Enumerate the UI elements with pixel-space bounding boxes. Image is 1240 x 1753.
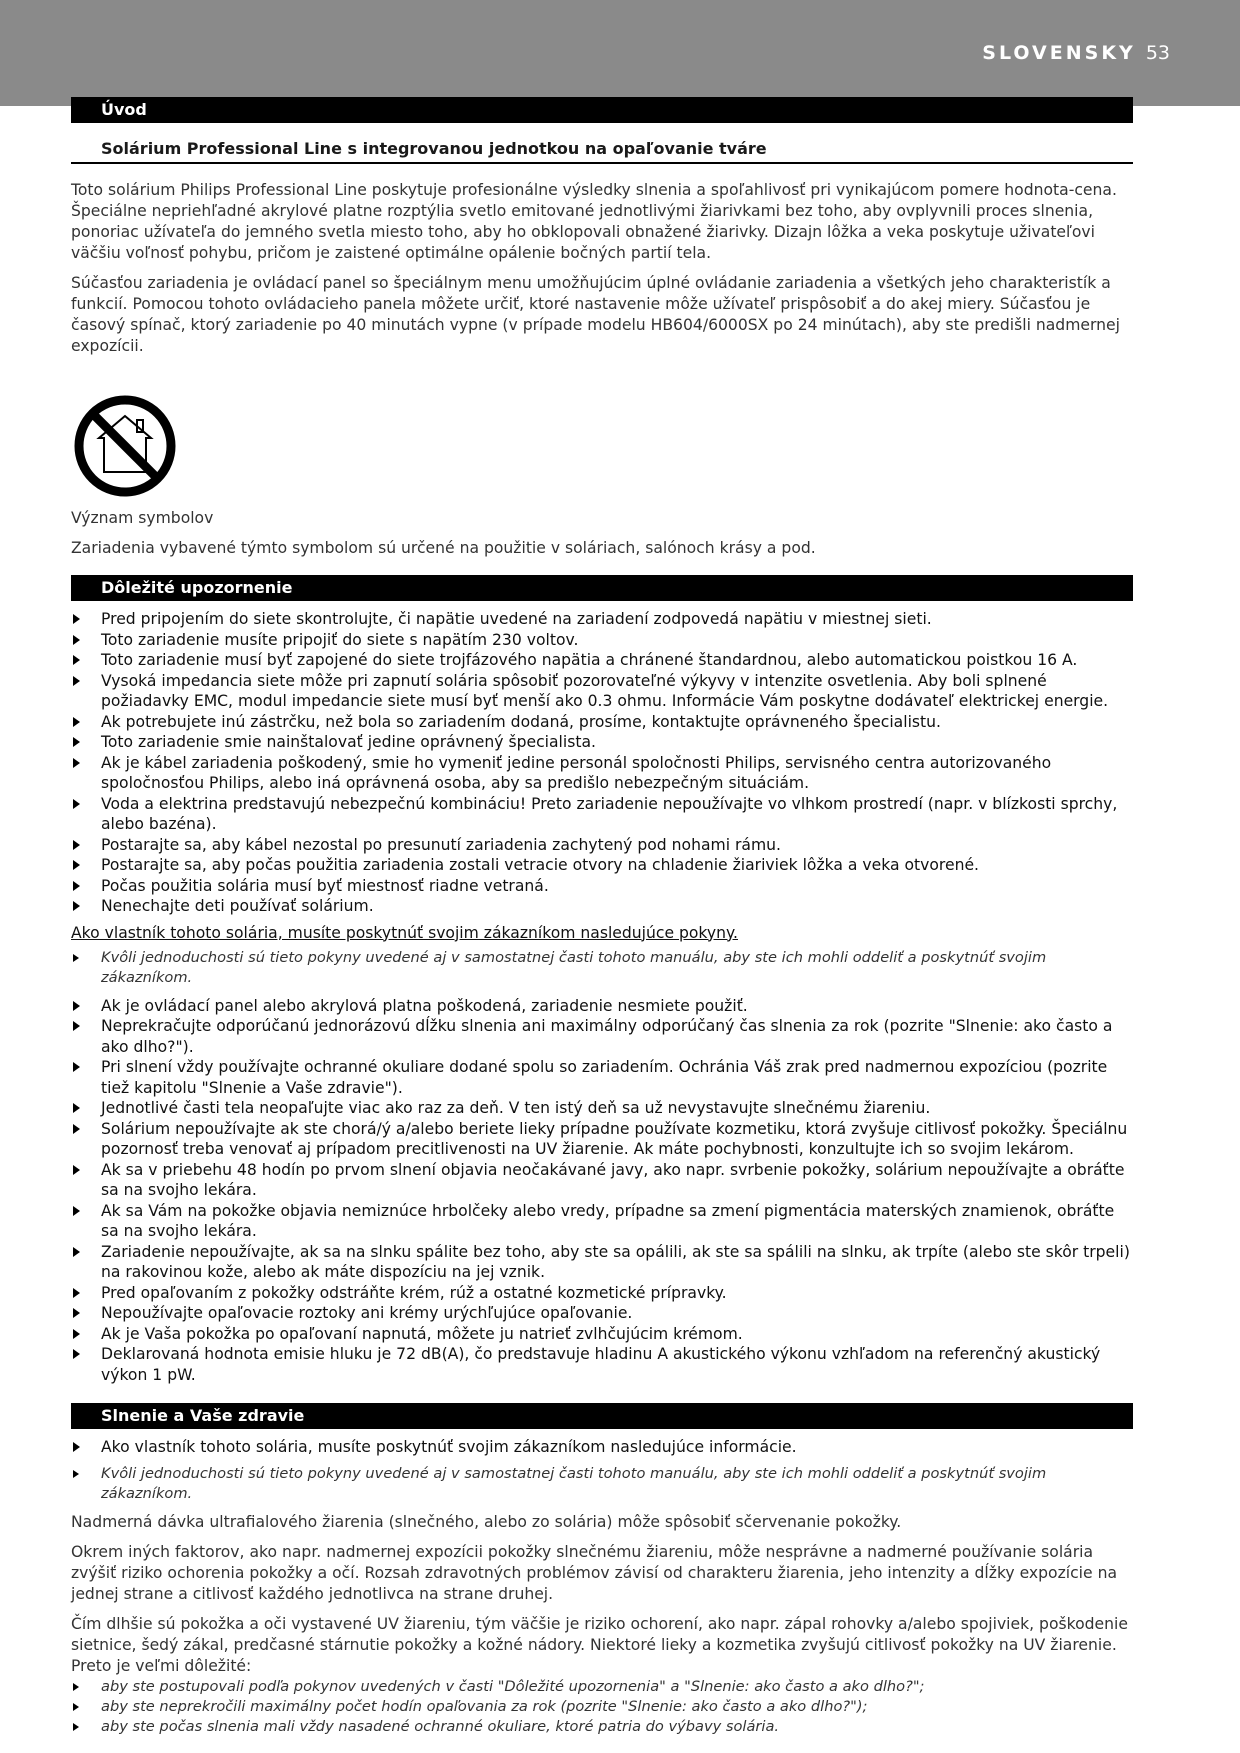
list-item: Ak je ovládací panel alebo akrylová platna poškodená, zariadenie nesmiete použiť. (71, 996, 1133, 1017)
owner-note: Ako vlastník tohoto solária, musíte poskytnúť svojim zákazníkom nasledujúce pokyny. (71, 923, 738, 942)
list-item: Nenechajte deti používať solárium. (71, 896, 1133, 917)
health-list (71, 1437, 1133, 1458)
intro-subtitle: Solárium Professional Line s integrovanou jednotkou na opaľovanie tváre (71, 123, 1133, 164)
health-tip-list (71, 1464, 1133, 1504)
list-item: Pred pripojením do siete skontrolujte, či napätie uvedené na zariadení zodpovedá napätiu v miestnej sieti. (71, 609, 1133, 630)
language-label (982, 42, 1170, 64)
list-item: Ak sa Vám na pokožke objavia nemiznúce hrbolčeky alebo vredy, prípadne sa zmení pigmentácia materských znamienok, obráťte sa na svojho lekára. (71, 1201, 1133, 1242)
health-paragraph-1: Nadmerná dávka ultrafialového žiarenia (slnečného, alebo zo solária) môže spôsobiť sčervenanie pokožky. (71, 1512, 902, 1531)
list-item: Neprekračujte odporúčanú jednorázovú dĺžku slnenia ani maximálny odporúčaný čas slnenia za rok (pozrite "Slnenie: ako často a ako dlho?"). (71, 1016, 1133, 1057)
health-paragraph-4: Preto je veľmi dôležité: (71, 1656, 252, 1675)
symbol-text: Zariadenia vybavené týmto symbolom sú určené na použitie v soláriach, salónoch krásy a pod. (71, 539, 816, 557)
tip-item: Kvôli jednoduchosti sú tieto pokyny uvedené aj v samostatnej časti tohoto manuálu, aby ste ich mohli oddeliť a poskytnúť svojim zákazníkom. (71, 948, 1133, 988)
health-tips-list (71, 1677, 1133, 1737)
section-title-warnings: Dôležité upozornenie (71, 575, 1133, 601)
list-item: Voda a elektrina predstavujú nebezpečnú kombináciu! Preto zariadenie nepoužívajte vo vlhkom prostredí (napr. v blízkosti sprchy, alebo bazéna). (71, 794, 1133, 835)
list-item: Solárium nepoužívajte ak ste chorá/ý a/alebo beriete lieky prípadne používate kozmetiku, ktorá zvyšuje citlivosť pokožky. Špeciálnu pozornosť treba venovať aj prípadom precitlivenosti na UV žiarenie. Ak máte pochybnosti, konzultujte ich so svojim lekárom. (71, 1119, 1133, 1160)
intro-paragraph-2: Súčasťou zariadenia je ovládací panel so špeciálnym menu umožňujúcim úplné ovládanie zariadenia a všetkých jeho charakteristík a funkcií. Pomocou tohoto ovládacieho panela môžete určiť, ktoré nastavenie môže užívateľ prispôsobiť a do akej miery. Súčasťou je časový spínač, ktorý zariadenie po 40 minutách vypne (v prípade modelu HB604/6000SX po 24 minútach), aby ste predišli nadmernej expozícii. (71, 274, 1120, 355)
list-item: Nepoužívajte opaľovacie roztoky ani krémy urýchľujúce opaľovanie. (71, 1303, 1133, 1324)
list-item: Ako vlastník tohoto solária, musíte poskytnúť svojim zákazníkom nasledujúce informácie. (71, 1437, 1133, 1458)
tip-item: aby ste neprekročili maximálny počet hodín opaľovania za rok (pozrite "Slnenie: ako často a ako dlho?"); (71, 1697, 1133, 1717)
list-item: Ak je Vaša pokožka po opaľovaní napnutá, môžete ju natrieť zvlhčujúcim krémom. (71, 1324, 1133, 1345)
page-header-bar (0, 0, 1240, 106)
health-paragraph-2: Okrem iných faktorov, ako napr. nadmernej expozícii pokožky slnečnému žiareniu, môže nesprávne a nadmerné používanie solária zvýšiť riziko ochorenia pokožky a očí. Rozsah zdravotných problémov závisí od charakteru žiarenia, jeho intenzity a dĺžky expozície na jednej strane a citlivosť každého jednotlivca na strane druhej. (71, 1542, 1118, 1603)
page-number: 53 (1145, 42, 1170, 64)
list-item: Ak je kábel zariadenia poškodený, smie ho vymeniť jedine personál spoločnosti Philips, servisného centra autorizovaného spoločnosťou Philips, alebo iná oprávnená osoba, aby sa predišlo nebezpečným situáciám. (71, 753, 1133, 794)
list-item: Ak potrebujete inú zástrčku, než bola so zariadením dodaná, prosíme, kontaktujte oprávneného špecialistu. (71, 712, 1133, 733)
list-item: Toto zariadenie smie nainštalovať jedine oprávnený špecialista. (71, 732, 1133, 753)
list-item: Deklarovaná hodnota emisie hluku je 72 dB(A), čo predstavuje hladinu A akustického výkonu vzhľadom na referenčný akustický výkon 1 pW. (71, 1344, 1133, 1385)
symbol-caption: Význam symbolov (71, 509, 214, 527)
list-item: Postarajte sa, aby počas použitia zariadenia zostali vetracie otvory na chladenie žiariviek lôžka a veka otvorené. (71, 855, 1133, 876)
list-item: Toto zariadenie musí byť zapojené do siete trojfázového napätia a chránené štandardnou, alebo automatickou poistkou 16 A. (71, 650, 1133, 671)
list-item: Postarajte sa, aby kábel nezostal po presunutí zariadenia zachytený pod nohami rámu. (71, 835, 1133, 856)
tip-item: aby ste počas slnenia mali vždy nasadené ochranné okuliare, ktoré patria do výbavy solária. (71, 1717, 1133, 1737)
list-item: Počas použitia solária musí byť miestnosť riadne vetraná. (71, 876, 1133, 897)
section-title-health: Slnenie a Vaše zdravie (71, 1403, 1133, 1429)
list-item: Pred opaľovaním z pokožky odstráňte krém, rúž a ostatné kozmetické prípravky. (71, 1283, 1133, 1304)
no-home-use-icon (73, 394, 177, 498)
health-paragraph-3: Čím dlhšie sú pokožka a oči vystavené UV žiareniu, tým väčšie je riziko ochorení, ako napr. zápal rohovky a/alebo spojiviek, poškodenie sietnice, šedý zákal, predčasné stárnutie pokožky a kožné nádory. Niektoré lieky a kozmetika zvyšujú citlivosť pokožky na UV žiarenie. (71, 1614, 1128, 1654)
intro-paragraph-1: Toto solárium Philips Professional Line poskytuje profesionálne výsledky slnenia a spoľahlivosť pri vynikajúcom pomere hodnota-cena. Špeciálne nepriehľadné akrylové platne rozptýlia svetlo emitované jednotlivými žiarivkami bez toho, aby ovplyvnili proces slnenia, ponoriac užívateľa do jemného svetla miesto toho, aby ho obklopovali obnažené žiarivky. Dizajn lôžka a veka poskytuje uživateľovi väčšiu voľnosť pohybu, pričom je zaistené optimálne opálenie bočných partií tela. (71, 181, 1117, 262)
list-item: Ak sa v priebehu 48 hodín po prvom slnení objavia neočakávané javy, ako napr. svrbenie pokožky, solárium nepoužívajte a obráťte sa na svojho lekára. (71, 1160, 1133, 1201)
customer-warnings-list (71, 996, 1133, 1386)
page-content (71, 97, 1133, 1745)
warnings-list (71, 609, 1133, 917)
list-item: Zariadenie nepoužívajte, ak sa na slnku spálite bez toho, aby ste sa opálili, ak ste sa spálili na slnku, ak trpíte (alebo ste skôr trpeli) na rakovinou kože, alebo ak máte dispozíciu na jej vznik. (71, 1242, 1133, 1283)
list-item: Pri slnení vždy používajte ochranné okuliare dodané spolu so zariadením. Ochránia Váš zrak pred nadmernou expozíciou (pozrite tiež kapitolu "Slnenie a Vaše zdravie"). (71, 1057, 1133, 1098)
tip-item: Kvôli jednoduchosti sú tieto pokyny uvedené aj v samostatnej časti tohoto manuálu, aby ste ich mohli oddeliť a poskytnúť svojim zákazníkom. (71, 1464, 1133, 1504)
list-item: Toto zariadenie musíte pripojiť do siete s napätím 230 voltov. (71, 630, 1133, 651)
tip-item: aby ste postupovali podľa pokynov uvedených v časti "Dôležité upozornenia" a "Slnenie: ako často a ako dlho?"; (71, 1677, 1133, 1697)
owner-tip-list (71, 948, 1133, 988)
list-item: Vysoká impedancia siete môže pri zapnutí solária spôsobiť pozorovateľné výkyvy v intenzite osvetlenia. Aby boli splnené požiadavky EMC, modul impedancie siete musí byť menší ako 0.3 ohmu. Informácie Vám poskytne dodávateľ elektrickej energie. (71, 671, 1133, 712)
section-title-intro: Úvod (71, 97, 1133, 123)
language-name: SLOVENSKY (982, 42, 1136, 64)
list-item: Jednotlivé časti tela neopaľujte viac ako raz za deň. V ten istý deň sa už nevystavujte slnečnému žiareniu. (71, 1098, 1133, 1119)
